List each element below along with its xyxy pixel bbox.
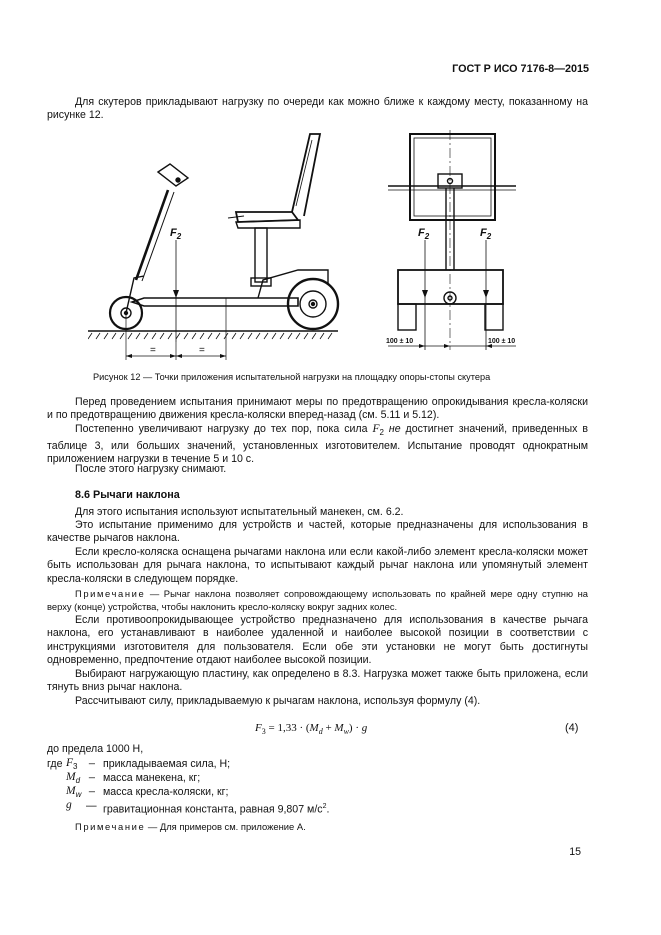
force-label-rear-right: $F_2$ — [480, 227, 492, 241]
note-examples: Примечание — Для примеров см. приложение А. — [75, 821, 306, 832]
paragraph-loading-plate: Выбирают нагружающую пластину, как определено в 8.3. Нагрузка может также быть приложена, если тянуть вниз рычаг наклона. — [47, 668, 588, 694]
dim-equal-left: = — [150, 345, 156, 356]
legend-dash-f3: _ — [89, 753, 95, 765]
force-label-rear-left: $F_2$ — [418, 227, 430, 241]
legend-dash-md: _ — [89, 767, 95, 779]
force-limit: до предела 1000 Н, — [47, 743, 144, 755]
legend-symbol-f3: $F_3$ — [66, 757, 78, 772]
legend-where: где — [47, 758, 63, 770]
page-number: 15 — [569, 846, 581, 858]
dim-right-tolerance: 100 ± 10 — [488, 338, 516, 345]
force-label-side: $F_2$ — [170, 227, 182, 241]
formula-4: $F_3 = 1,33 \cdot (M_d + M_w) \cdot g$ — [255, 722, 368, 737]
document-header: ГОСТ Р ИСО 7176-8—2015 — [452, 63, 589, 75]
intro-paragraph: Для скутеров прикладывают нагрузку по очереди как можно ближе к каждому месту, показанному на рисунке 12. — [47, 96, 588, 122]
figure-caption: Рисунок 12 — Точки приложения испытательной нагрузки на площадку опоры-стопы скутера — [93, 372, 491, 382]
section-heading: 8.6 Рычаги наклона — [75, 489, 180, 501]
figure-scooter-load-points — [88, 120, 558, 370]
paragraph-remove-load: После этого нагрузку снимают. — [75, 463, 227, 475]
paragraph-calculate-force: Рассчитывают силу, прикладываемую к рычагам наклона, используя формулу (4). — [75, 695, 481, 707]
legend-text-f3: прикладываемая сила, Н; — [103, 758, 231, 770]
paragraph-anti-tip-device: Если противоопрокидывающее устройство предназначено для использования в качестве рычага наклона, его устанавливают в наиболее удаленной и наиболее высокой позиции в соответствии с инструкциями изготовителя для пользователя. Если обе эти установки не могут быть достигнуты одновременно, предпочтение отдают наиболее высокой позиции. — [47, 614, 588, 667]
legend-dash-g: — — [86, 800, 97, 812]
scooter-rear-view — [388, 130, 516, 350]
paragraph-load-increase: Постепенно увеличивают нагрузку до тех пор, пока сила $F_2$ не достигнет значений, приведенных в таблице 3, или больших значений, установленных изготовителем. Испытание проводят однократным приложением нагрузки в течение 5 и 10 с. — [47, 423, 589, 465]
formula-number: (4) — [565, 722, 579, 734]
note-tipping-lever: Примечание — Рычаг наклона позволяет сопровождающему использовать по крайней мере одну ступню на верху (конце) устройства, чтобы наклонить кресло-коляску вокруг задних колес. — [47, 588, 588, 612]
scooter-side-view — [88, 134, 338, 360]
legend-symbol-md: $M_d$ — [66, 771, 81, 786]
legend-text-g: гравитационная константа, равная 9,807 $м/с^2$. — [103, 803, 330, 816]
legend-text-mw: масса кресла-коляски, кг; — [103, 786, 229, 798]
dim-left-tolerance: 100 ± 10 — [386, 338, 414, 345]
legend-symbol-g: g — [66, 799, 72, 811]
legend-text-md: масса манекена, кг; — [103, 772, 201, 784]
paragraph-prevent-tipping: Перед проведением испытания принимают меры по предотвращению опрокидывания кресла-коляски и по предотвращению движения кресла-коляски вперед-назад (см. 5.11 и 5.12). — [47, 396, 588, 422]
paragraph-applicability: Это испытание применимо для устройств и частей, которые предназначены для использования в качестве рычагов наклона. — [47, 519, 588, 545]
legend-dash-mw: _ — [89, 781, 95, 793]
paragraph-tipping-levers: Если кресло-коляска оснащена рычагами наклона или если какой-либо элемент кресла-коляски может быть использован для рычага наклона, то испытывают каждый рычаг наклона или упомянутый элемент кресла-коляски в следующем порядке. — [47, 546, 588, 585]
legend-symbol-mw: $M_w$ — [66, 785, 82, 800]
dim-equal-right: = — [199, 345, 205, 356]
paragraph-dummy: Для этого испытания используют испытательный манекен, см. 6.2. — [75, 506, 404, 518]
